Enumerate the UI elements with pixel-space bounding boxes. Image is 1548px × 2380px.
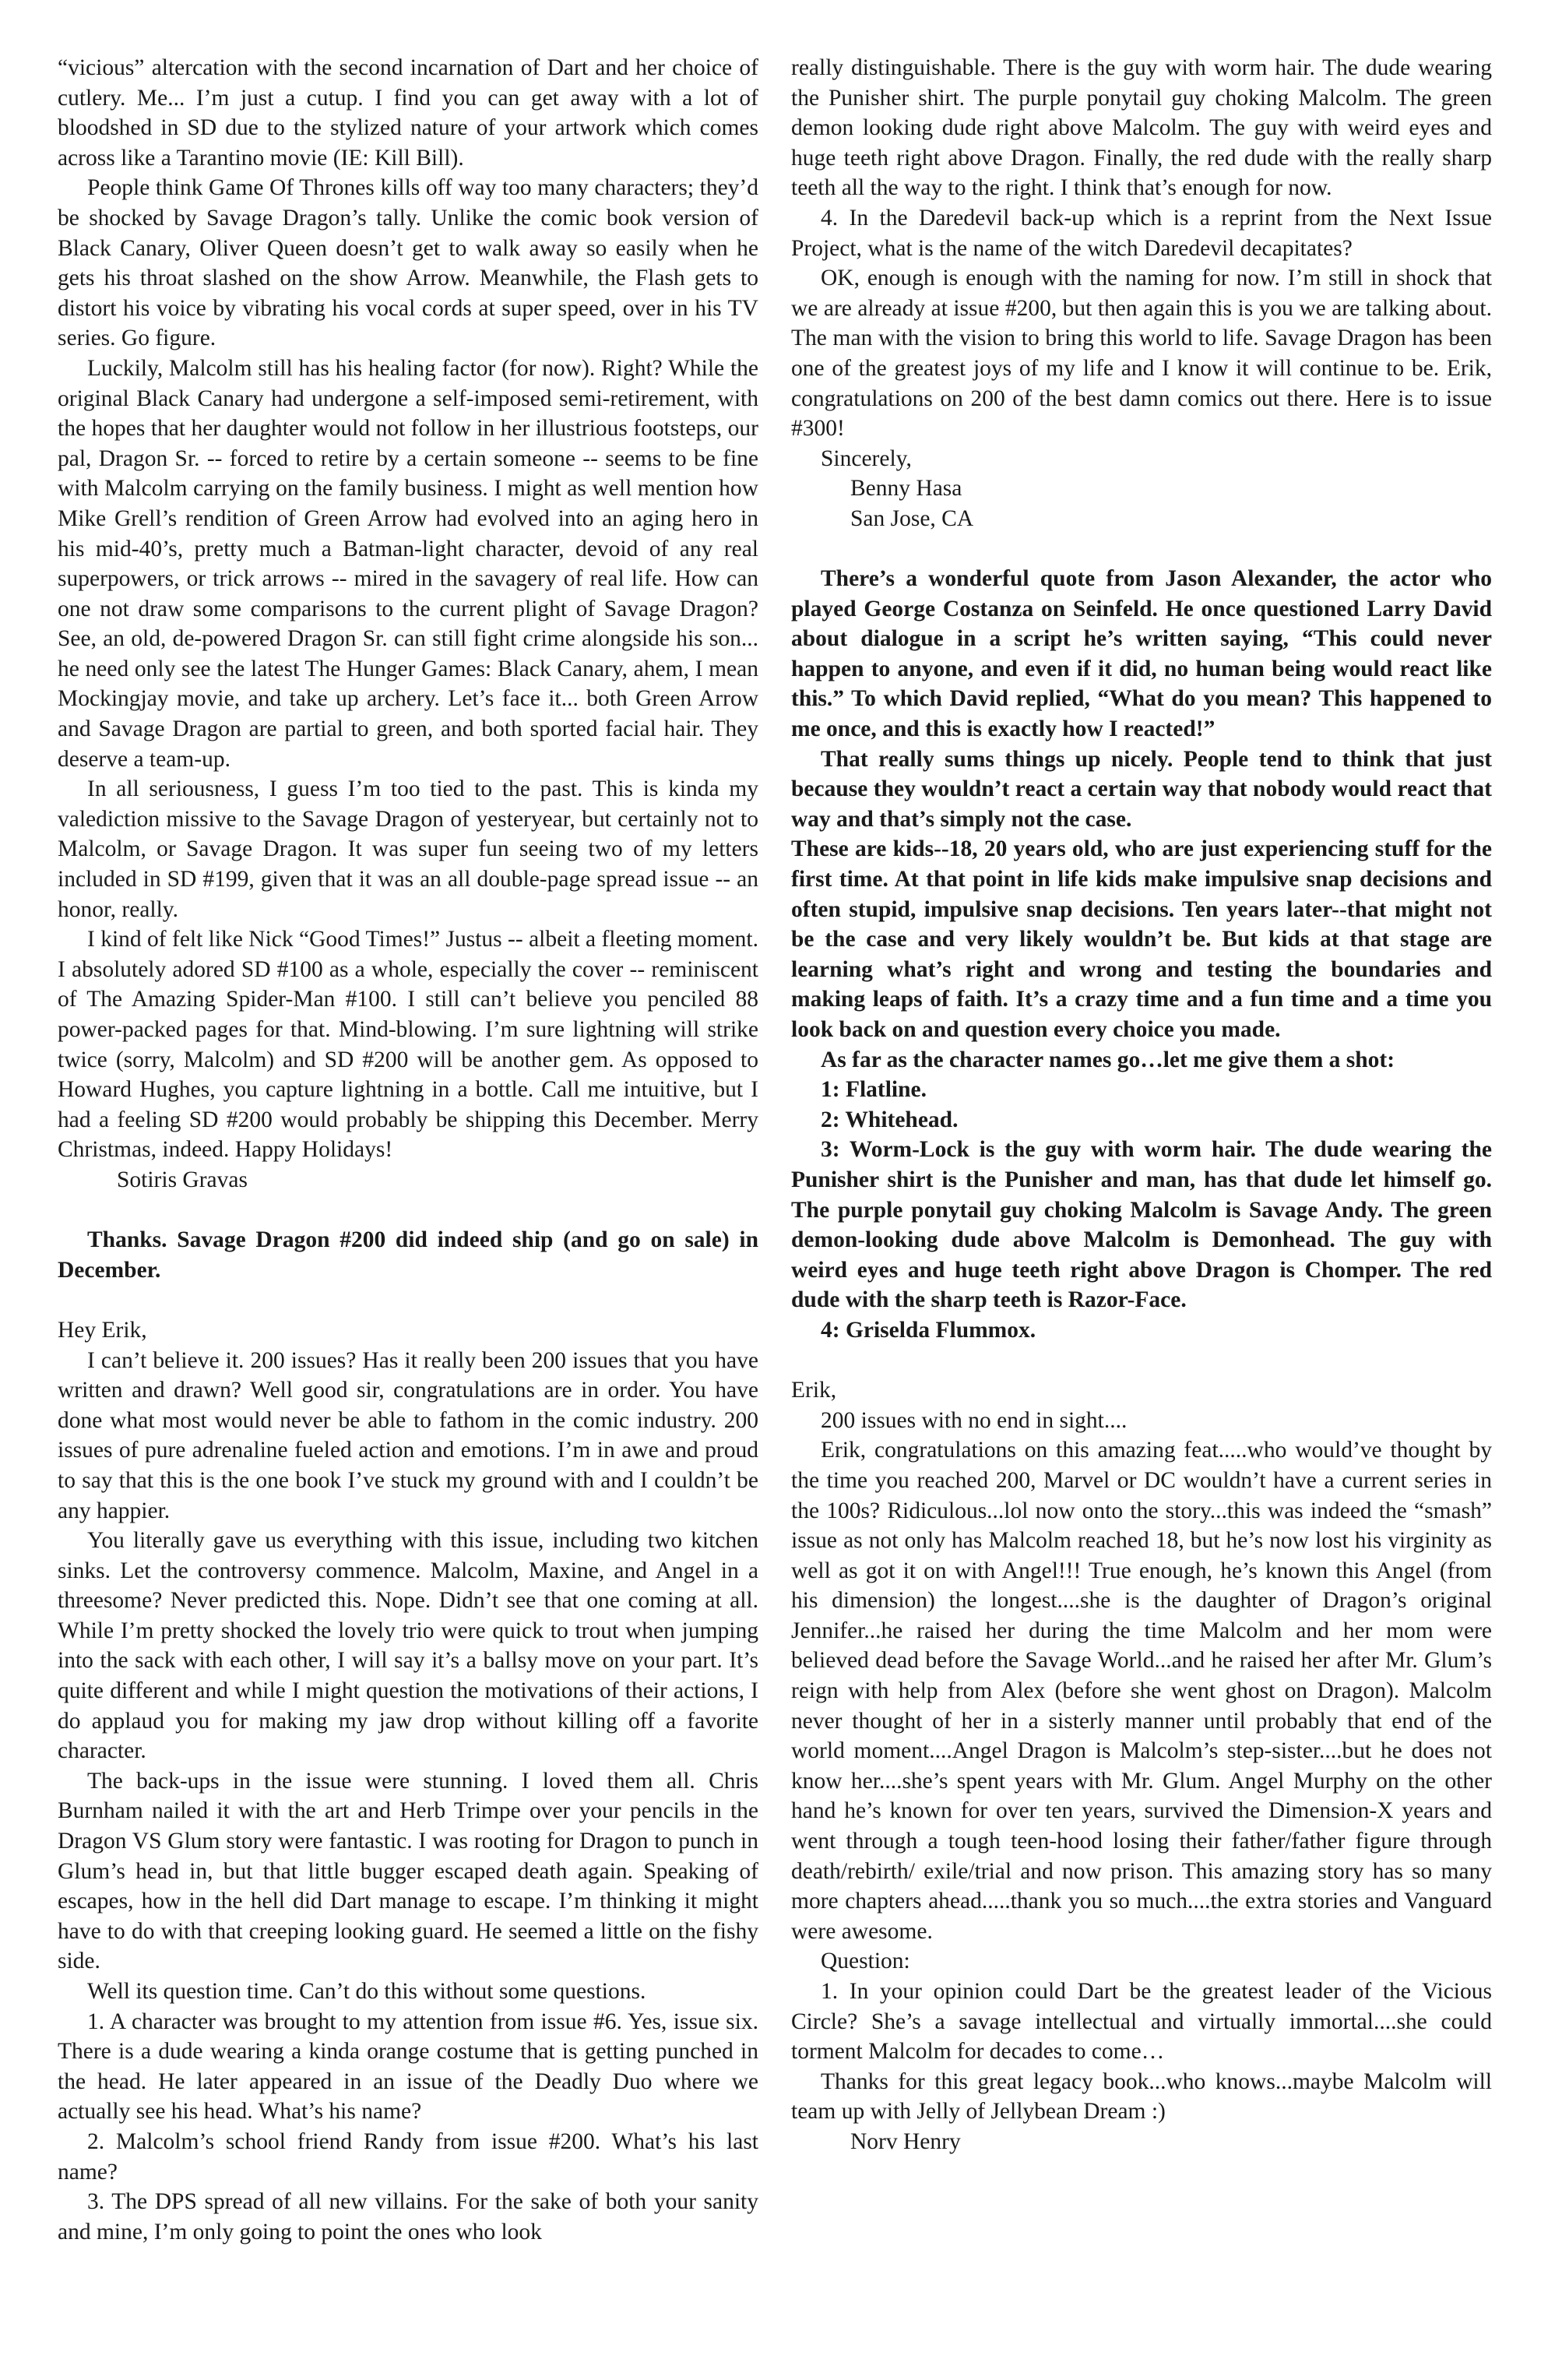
letter-question: 3. The DPS spread of all new villains. For the sake of both your sanity and mine, I’m only going to point the ones who look <box>58 2189 758 2244</box>
letter-paragraph: Luckily, Malcolm still has his healing factor (for now). Right? While the original Black Canary had undergone a self-imposed semi-retirement, with the hopes that her daughter would not follow in her illustrious footsteps, our pal, Dragon Sr. -- forced to retire by a certain someone -- seems to be fine with Malcolm carrying on the family business. I might as well mention how Mike Grell’s rendition of Green Arrow had evolved into an aging hero in his mid-40’s, pretty much a Batman-light character, devoid of any real superpowers, or trick arrows -- mired in the savagery of real life. How can one not draw some comparisons to the current plight of Savage Dragon? See, an old, de-powered Dragon Sr. can still fight crime alongside his son... he need only see the latest The Hunger Games: Black Canary, ahem, I mean Mockingjay movie, and take up archery. Let’s face it... both Green Arrow and Savage Dragon are partial to green, and both sported facial hair. They deserve a team-up. <box>58 355 758 772</box>
spacer <box>791 1346 1492 1376</box>
letter-question: 4. In the Daredevil back-up which is a reprint from the Next Issue Project, what is the name of the witch Daredevil decapitates? <box>791 205 1492 261</box>
letter-signature: Sotiris Gravas <box>117 1167 248 1192</box>
editor-reply: Thanks. Savage Dragon #200 did indeed ship (and go on sale) in December. <box>58 1227 758 1283</box>
spacer <box>58 1285 758 1315</box>
editor-reply: As far as the character names go…let me give them a shot: <box>821 1047 1395 1072</box>
letter-paragraph: The back-ups in the issue were stunning. I loved them all. Chris Burnham nailed it with the art and Herb Trimpe over your pencils in the Dragon VS Glum story were fantastic. I was rooting for Dragon to punch in Glum’s head in, but that little bugger escaped death again. Speaking of escapes, how in the hell did Dart manage to escape. I’m thinking it might have to do with that creeping looking guard. He seemed a little on the fishy side. <box>58 1768 758 1974</box>
letter-signature: Norv Henry <box>850 2128 961 2154</box>
letter-paragraph: You literally gave us everything with this issue, including two kitchen sinks. Let the controversy commence. Malcolm, Maxine, and Angel in a threesome? Never predicted this. Nope. Didn’t see that one coming at all. While I’m pretty shocked the lovely trio were quick to trout when jumping into the sack with each other, I will say it’s a ballsy move on your part. It’s quite different and while I might question the motivations of their actions, I do applaud you for making my jaw drop without killing off a favorite character. <box>58 1528 758 1764</box>
spacer <box>791 534 1492 565</box>
letter-paragraph: People think Game Of Thrones kills off way too many characters; they’d be shocked by Savage Dragon’s tally. Unlike the comic book version of Black Canary, Oliver Queen doesn’t get to walk away so easily when he gets his throat slashed on the show Arrow. Meanwhile, the Flash gets to distort his voice by vibrating his vocal cords at super speed, over in his TV series. Go figure. <box>58 175 758 351</box>
editor-answer: 3: Worm-Lock is the guy with worm hair. The dude wearing the Punisher shirt is the Punisher and man, has that dude let himself go. The purple ponytail guy choking Malcolm is Savage Andy. The green demon-looking dude above Malcolm is Demonhead. The guy with weird eyes and huge teeth right above Dragon is Chomper. The red dude with the sharp teeth is Razor-Face. <box>791 1137 1492 1313</box>
letter-question: 2. Malcolm’s school friend Randy from issue #200. What’s his last name? <box>58 2128 758 2185</box>
letter-paragraph: Erik, congratulations on this amazing feat.....who would’ve thought by the time you reached 200, Marvel or DC wouldn’t have a current series in the 100s? Ridiculous...lol now onto the story...this was indeed the “smash” issue as not only has Malcolm reached 18, but he’s now lost his virginity as well as got it on with Angel!!! True enough, he’s known this Angel (from his dimension) the longest....she is the daughter of Dragon’s original Jennifer...he raised her during the time Malcolm and her mom were believed dead before the Savage World...and he raised her after Mr. Glum’s reign with help from Alex (before she went ghost on Dragon). Malcolm never thought of her in a sisterly manner until probably that end of the world moment....Angel Dragon is Malcolm’s step-sister....but he does not know her....she’s spent years with Mr. Glum. Angel Murphy on the other hand he’s known for over ten years, survived the Dimension-X years and went through a tough teen-hood losing their father/father figure through death/rebirth/ exile/trial and now prison. This amazing story has so many more chapters ahead.....thank you so much....the extra stories and Vanguard were awesome. <box>791 1438 1492 1944</box>
letter-paragraph: I kind of felt like Nick “Good Times!” Justus -- albeit a fleeting moment. I absolutely adored SD #100 as a whole, especially the cover -- reminiscent of The Amazing Spider-Man #100. I still can’t believe you penciled 88 power-packed pages for that. Mind-blowing. I’m sure lightning will strike twice (sorry, Malcolm) and SD #200 will be another gem. As opposed to Howard Hughes, you capture lightning in a bottle. Call me intuitive, but I had a feeling SD #200 would probably be shipping this December. Merry Christmas, indeed. Happy Holidays! <box>58 927 758 1163</box>
editor-answer: 2: Whitehead. <box>821 1107 959 1132</box>
spacer <box>58 1195 758 1226</box>
editor-reply: That really sums things up nicely. People tend to think that just because they wouldn’t react a certain way that nobody would react that way and that’s simply not the case. <box>791 746 1492 832</box>
letter-question: 1. In your opinion could Dart be the greatest leader of the Vicious Circle? She’s a savage intellectual and virtually immortal....she could torment Malcolm for decades to come… <box>791 1979 1492 2065</box>
letter-paragraph: 200 issues with no end in sight.... <box>821 1407 1128 1433</box>
letter-salutation: Erik, <box>791 1378 837 1403</box>
letter-salutation: Hey Erik, <box>58 1317 147 1343</box>
letter-question: really distinguishable. There is the guy with worm hair. The dude wearing the Punisher shirt. The purple ponytail guy choking Malcolm. The green demon looking dude right above Malcolm. The guy with weird eyes and huge teeth right above Dragon. Finally, the red dude with the really sharp teeth all the way to the right. I think that’s enough for now. <box>791 55 1492 201</box>
letter-paragraph: Well its question time. Can’t do this without some questions. <box>87 1979 646 2004</box>
letter-paragraph: Question: <box>821 1949 910 1974</box>
right-column <box>791 53 1492 2157</box>
left-column <box>58 53 758 2247</box>
letter-closing: Sincerely, <box>821 445 912 471</box>
editor-reply: There’s a wonderful quote from Jason Alexander, the actor who played George Costanza on Seinfeld. He once questioned Larry David about dialogue in a script he’s written saying, “This could never happen to anyone, and even if it did, no human being would react like this.” To which David replied, “What do you mean? This happened to me once, and this is exactly how I reacted!” <box>791 566 1492 742</box>
letter-paragraph: In all seriousness, I guess I’m too tied to the past. This is kinda my valediction missive to the Savage Dragon of yesteryear, but certainly not to Malcolm, or Savage Dragon. It was super fun seeing two of my letters included in SD #199, given that it was an all double-page spread issue -- an honor, really. <box>58 776 758 922</box>
letter-paragraph: I can’t believe it. 200 issues? Has it really been 200 issues that you have written and drawn? Well good sir, congratulations are in order. You have done what most would never be able to fathom in the comic industry. 200 issues of pure adrenaline fueled action and emotions. I’m in awe and proud to say that this is the one book I’ve stuck my ground with and I couldn’t be any happier. <box>58 1347 758 1523</box>
editor-answer: 1: Flatline. <box>821 1077 927 1103</box>
letter-paragraph: Thanks for this great legacy book...who knows...maybe Malcolm will team up with Jelly of Jellybean Dream :) <box>791 2068 1492 2125</box>
letter-paragraph: OK, enough is enough with the naming for now. I’m still in shock that we are already at issue #200, but then again this is you we are talking about. The man with the vision to bring this world to life. Savage Dragon has been one of the greatest joys of my life and I know it will continue to be. Erik, congratulations on 200 of the best damn comics out there. Here is to issue #300! <box>791 266 1492 442</box>
editor-answer: 4: Griselda Flummox. <box>821 1317 1036 1343</box>
letter-paragraph: “vicious” altercation with the second incarnation of Dart and her choice of cutlery. Me... I’m just a cutup. I find you can get away with a lot of bloodshed in SD due to the stylized nature of your artwork which comes across like a Tarantino movie (IE: Kill Bill). <box>58 55 758 171</box>
letter-signature-name: Benny Hasa <box>850 476 962 502</box>
letter-signature-location: San Jose, CA <box>850 505 974 531</box>
editor-reply: These are kids--18, 20 years old, who are just experiencing stuff for the first time. At that point in life kids make impulsive snap decisions and often stupid, impulsive snap decisions. Ten years later--that might not be the case and very likely wouldn’t be. But kids at that stage are learning what’s right and wrong and testing the boundaries and making leaps of faith. It’s a crazy time and a fun time and a time you look back on and question every choice you made. <box>791 836 1492 1042</box>
letter-question: 1. A character was brought to my attention from issue #6. Yes, issue six. There is a dude wearing a kinda orange costume that is getting punched in the head. He later appeared in an issue of the Deadly Duo where we actually see his head. What’s his name? <box>58 2009 758 2125</box>
